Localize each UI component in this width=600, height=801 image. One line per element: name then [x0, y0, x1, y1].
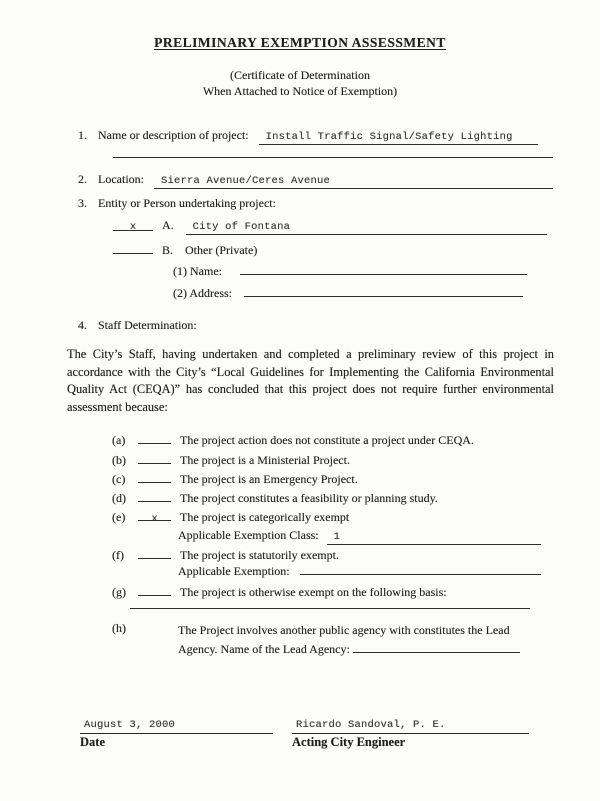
row-e-checkbox: x: [138, 508, 171, 521]
row-letter: (a): [112, 433, 126, 447]
exemption-row: [178, 564, 541, 579]
option-a-checkbox: [113, 218, 153, 231]
row-h-text-block: [178, 621, 550, 659]
option-b-label: Other (Private): [185, 243, 258, 257]
row-g-checkbox: [138, 583, 171, 596]
signer-title-label: Acting City Engineer: [292, 735, 406, 749]
field-other-address: [173, 286, 523, 301]
row-letter: (e): [112, 510, 126, 524]
row-a-text: The project action does not constitute a project under CEQA.: [180, 433, 474, 447]
subtitle-line-1: (Certificate of Determination: [230, 68, 370, 82]
project-name-label: Name or description of project:: [98, 128, 249, 142]
field-other-name: [173, 264, 527, 279]
field-location: [78, 172, 553, 189]
row-h-text: The Project involves another public agency with constitutes the Lead Agency. Name of the Lead Agency:: [178, 623, 510, 656]
row-d-checkbox: [138, 489, 171, 502]
determination-paragraph: The City’s Staff, having undertaken and completed a preliminary review of this project in accordance with the City’s “Local Guidelines for Implementing the California Environmental Quality Act (CEQA)” has concluded that this project does not require further environmental assessment because:: [67, 347, 554, 414]
project-name-value: Install Traffic Signal/Safety Lighting: [259, 131, 538, 145]
row-c-checkbox: [138, 470, 171, 483]
project-name-continuation-line: [113, 157, 553, 158]
document-title: PRELIMINARY EXEMPTION ASSESSMENT: [154, 35, 446, 50]
other-address-value: [244, 295, 523, 297]
engineer-signature-block: [292, 719, 529, 750]
other-name-value: [240, 273, 527, 275]
checklist-row-g: [112, 583, 447, 601]
option-a-value: City of Fontana: [186, 221, 547, 235]
option-a-letter: A.: [162, 218, 174, 232]
exemption-value: [300, 573, 541, 575]
checklist-row-a: [112, 431, 474, 449]
item-number: 2.: [78, 172, 87, 186]
row-letter: (f): [112, 548, 124, 562]
checklist-row-d: [112, 489, 438, 507]
row-letter: (b): [112, 453, 126, 467]
row-letter: (g): [112, 585, 126, 599]
staff-determination-label: Staff Determination:: [98, 318, 197, 332]
row-f-text: The project is statutorily exempt.: [180, 548, 339, 562]
row-e-text: The project is categorically exempt: [180, 510, 350, 524]
lead-agency-value: [353, 651, 520, 653]
date-value: August 3, 2000: [80, 719, 273, 734]
row-f-checkbox: [138, 546, 171, 559]
date-label: Date: [80, 735, 105, 749]
subtitle-line-2: When Attached to Notice of Exemption): [202, 84, 398, 98]
exemption-class-value: 1: [327, 531, 541, 545]
row-letter: (c): [112, 472, 126, 486]
checklist-row-f: [112, 546, 339, 564]
signer-name-value: Ricardo Sandoval, P. E.: [292, 719, 529, 734]
entity-option-b: [113, 241, 257, 258]
checklist-row-c: [112, 470, 358, 488]
row-b-checkbox: [138, 451, 171, 464]
option-a-mark: x: [129, 221, 137, 233]
field-entity-header: [78, 196, 286, 211]
item-number: 3.: [78, 196, 87, 210]
exemption-class-row: [178, 528, 541, 545]
exemption-label: Applicable Exemption:: [178, 564, 290, 578]
date-signature-block: [80, 719, 273, 750]
item-number: 4.: [78, 318, 87, 332]
entity-label: Entity or Person undertaking project:: [98, 196, 276, 210]
other-address-label: (2) Address:: [173, 286, 232, 300]
row-letter: (d): [112, 491, 126, 505]
checklist-row-b: [112, 451, 350, 469]
entity-option-a: [113, 218, 547, 235]
row-b-text: The project is a Ministerial Project.: [180, 453, 350, 467]
checklist-row-e: [112, 508, 349, 526]
item-number: 1.: [78, 128, 87, 142]
basis-blank-line: [130, 608, 530, 609]
other-name-label: (1) Name:: [173, 264, 222, 278]
field-project-name: [78, 128, 538, 145]
row-d-text: The project constitutes a feasibility or planning study.: [180, 491, 438, 505]
row-letter: (h): [112, 621, 126, 635]
checklist-row-h: [112, 621, 552, 659]
field-staff-determination: [78, 318, 207, 333]
row-g-text: The project is otherwise exempt on the following basis:: [180, 585, 447, 599]
option-b-checkbox: [113, 241, 153, 254]
document-subtitle: [0, 67, 600, 99]
location-label: Location:: [98, 172, 144, 186]
row-a-checkbox: [138, 431, 171, 444]
option-b-letter: B.: [162, 243, 174, 257]
exemption-class-label: Applicable Exemption Class:: [178, 528, 319, 542]
location-value: Sierra Avenue/Ceres Avenue: [154, 175, 553, 189]
row-c-text: The project is an Emergency Project.: [180, 472, 358, 486]
